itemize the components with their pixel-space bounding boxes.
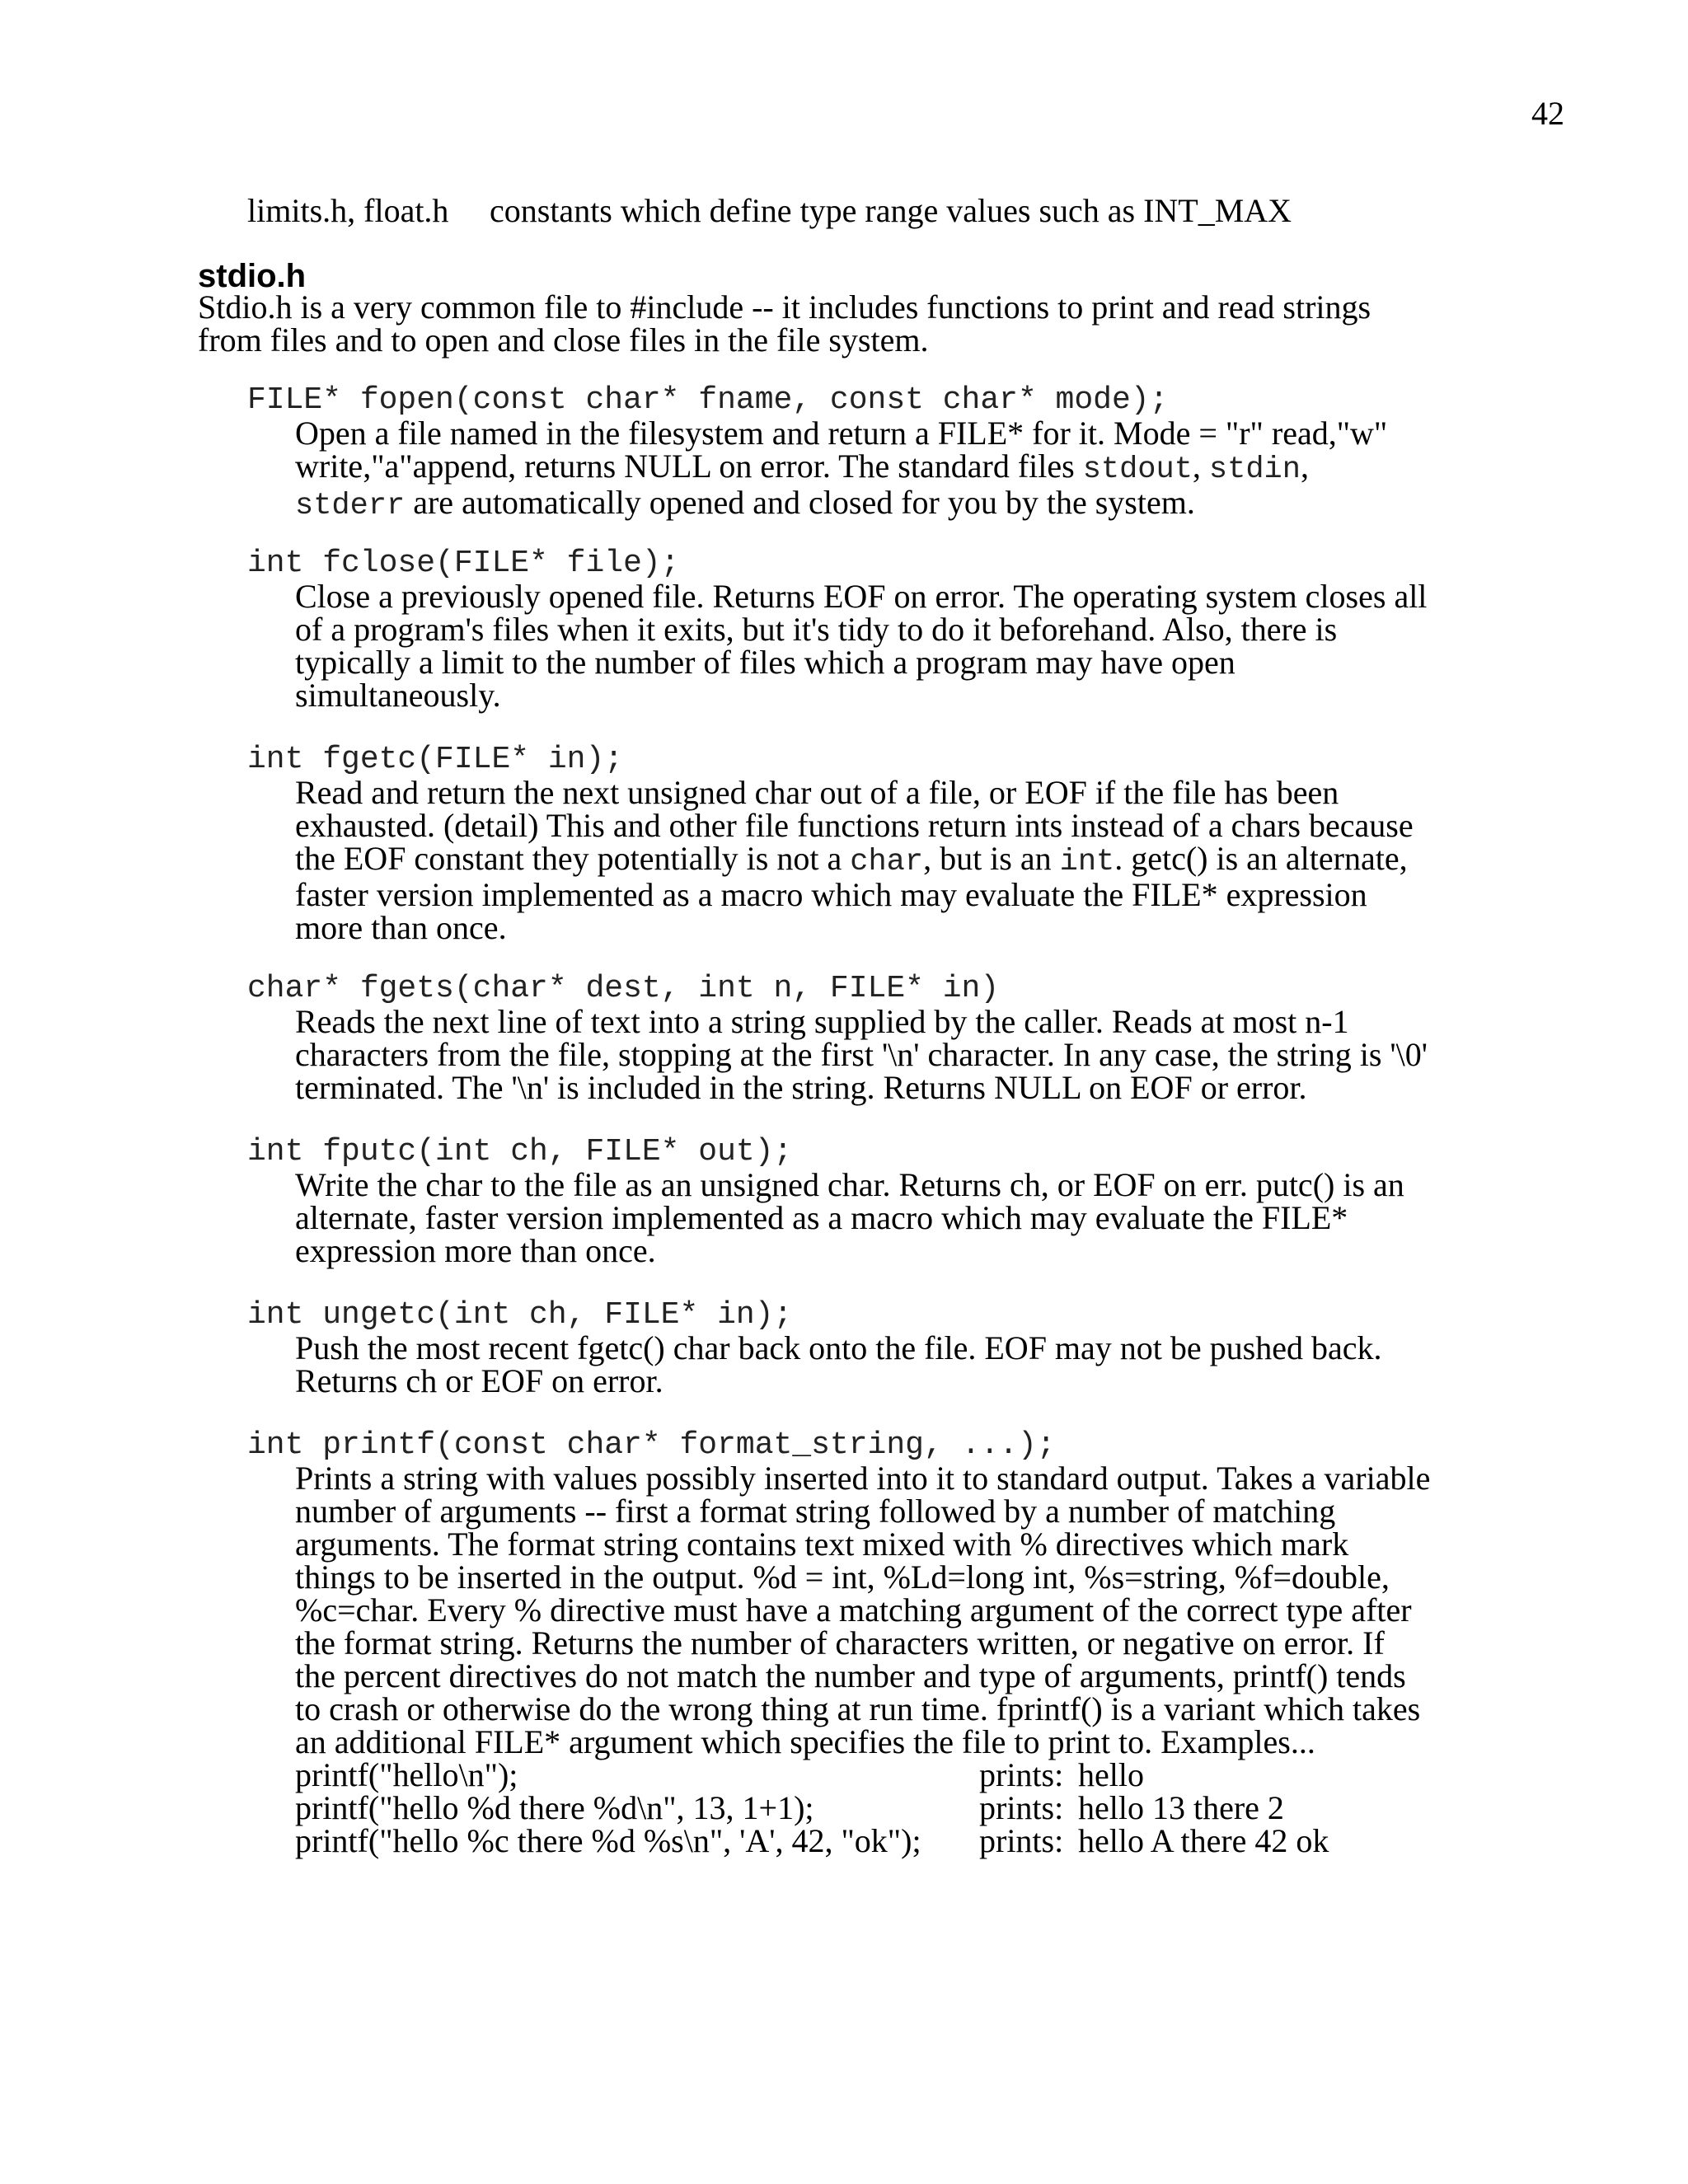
function-entry-fputc [247,1136,1648,1268]
example-prints-label: prints: [979,1756,1064,1793]
description-text: write,"a"append, returns NULL on error. The standard files [295,448,1083,485]
example-call: printf("hello %d there %d\n", 13, 1+1); [295,1789,814,1826]
function-description [295,776,1482,944]
description-line: Close a previously opened file. Returns EOF on error. The operating system closes all [295,578,1428,615]
description-text: the EOF constant they potentially is not a [295,840,851,877]
function-signature: int fputc(int ch, FILE* out); [247,1134,793,1169]
function-entry-fgetc [247,743,1648,944]
code-stdin: stdin [1208,452,1301,487]
description-line: arguments. The format string contains text mixed with % directives which mark [295,1526,1349,1563]
section-heading-stdio: stdio.h [198,258,307,294]
description-line: expression more than once. [295,1232,656,1269]
function-signature: int ungetc(int ch, FILE* in); [247,1297,793,1333]
description-line: of a program's files when it exits, but it's tidy to do it beforehand. Also, there is [295,611,1338,648]
description-line [295,450,1482,486]
description-line: Returns ch or EOF on error. [295,1362,663,1399]
description-line: exhausted. (detail) This and other file functions return ints instead of a chars because [295,807,1414,844]
example-call: printf("hello\n"); [295,1756,518,1793]
intro-line: Stdio.h is a very common file to #include -- it includes functions to print and read strings [198,288,1372,326]
example-call: printf("hello %c there %d %s\n", 'A', 42, "ok"); [295,1822,921,1859]
description-line: Open a file named in the filesystem and return a FILE* for it. Mode = "r" read,"w" [295,415,1388,452]
description-line: things to be inserted in the output. %d = int, %Ld=long int, %s=string, %f=double, [295,1558,1390,1596]
function-description [295,580,1482,712]
code-int: int [1059,845,1115,879]
description-line: Write the char to the file as an unsigned char. Returns ch, or EOF on err. putc() is an [295,1166,1404,1203]
description-line: Prints a string with values possibly inserted into it to standard output. Takes a variable [295,1460,1431,1497]
section-intro [198,288,1615,359]
description-line: %c=char. Every % directive must have a matching argument of the correct type after [295,1591,1412,1629]
example-row [295,1756,1482,1793]
function-signature: int fgetc(FILE* in); [247,742,624,777]
function-signature: int printf(const char* format_string, ...); [247,1427,1056,1463]
description-line: Push the most recent fgetc() char back onto the file. EOF may not be pushed back. [295,1329,1382,1366]
description-line: Read and return the next unsigned char out of a file, or EOF if the file has been [295,774,1339,811]
description-line: to crash or otherwise do the wrong thing at run time. fprintf() is a variant which takes [295,1690,1421,1727]
function-description [295,417,1482,523]
description-line: typically a limit to the number of files which a program may have open [295,644,1236,681]
description-line: the format string. Returns the number of characters written, or negative on error. If [295,1624,1385,1661]
code-char: char [850,845,924,879]
function-entry-fopen [247,384,1648,523]
function-signature: char* fgets(char* dest, int n, FILE* in) [247,971,1000,1006]
description-line: Reads the next line of text into a string supplied by the caller. Reads at most n-1 [295,1003,1349,1040]
header-file-row-limits [247,194,1648,231]
example-row [295,1822,1482,1859]
description-line [295,486,1482,523]
example-output: hello 13 there 2 [1078,1789,1284,1826]
example-prints-label: prints: [979,1822,1064,1859]
separator: , [1300,448,1309,485]
code-stdout: stdout [1082,452,1193,487]
description-line: an additional FILE* argument which specifies the file to print to. Examples... [295,1723,1315,1760]
description-line: the percent directives do not match the number and type of arguments, printf() tends [295,1657,1406,1694]
function-description [295,1462,1482,1858]
separator: , [1192,448,1209,485]
function-entry-fclose [247,547,1648,712]
description-line [295,842,1482,879]
function-description [295,1005,1482,1104]
function-entry-ungetc [247,1299,1648,1398]
function-entry-fgets [247,972,1648,1104]
code-stderr: stderr [295,489,406,523]
example-row [295,1789,1482,1826]
description-line: more than once. [295,909,507,946]
header-file-name: limits.h, float.h [247,192,449,229]
description-line: terminated. The '\n' is included in the string. Returns NULL on EOF or error. [295,1069,1307,1106]
description-line: faster version implemented as a macro which may evaluate the FILE* expression [295,876,1367,913]
header-file-description: constants which define type range values such as INT_MAX [490,192,1292,229]
example-output: hello [1078,1756,1144,1793]
function-entry-printf [247,1429,1648,1858]
example-prints-label: prints: [979,1789,1064,1826]
function-description [295,1166,1482,1269]
description-line: characters from the file, stopping at the first '\n' character. In any case, the string is '\0' [295,1036,1428,1073]
function-signature: int fclose(FILE* file); [247,546,680,581]
description-text: . getc() is an alternate, [1114,840,1408,877]
page-number: 42 [1531,95,1564,132]
description-line: alternate, faster version implemented as a macro which may evaluate the FILE* [295,1199,1348,1236]
function-signature: FILE* fopen(const char* fname, const char* mode); [247,382,1169,418]
description-line: simultaneously. [295,677,501,714]
description-text: are automatically opened and closed for you by the system. [405,484,1195,521]
example-output: hello A there 42 ok [1078,1822,1329,1859]
function-description [295,1329,1482,1399]
intro-line: from files and to open and close files in the file system. [198,321,929,359]
description-text: , but is an [923,840,1060,877]
description-line: number of arguments -- first a format string followed by a number of matching [295,1493,1336,1530]
